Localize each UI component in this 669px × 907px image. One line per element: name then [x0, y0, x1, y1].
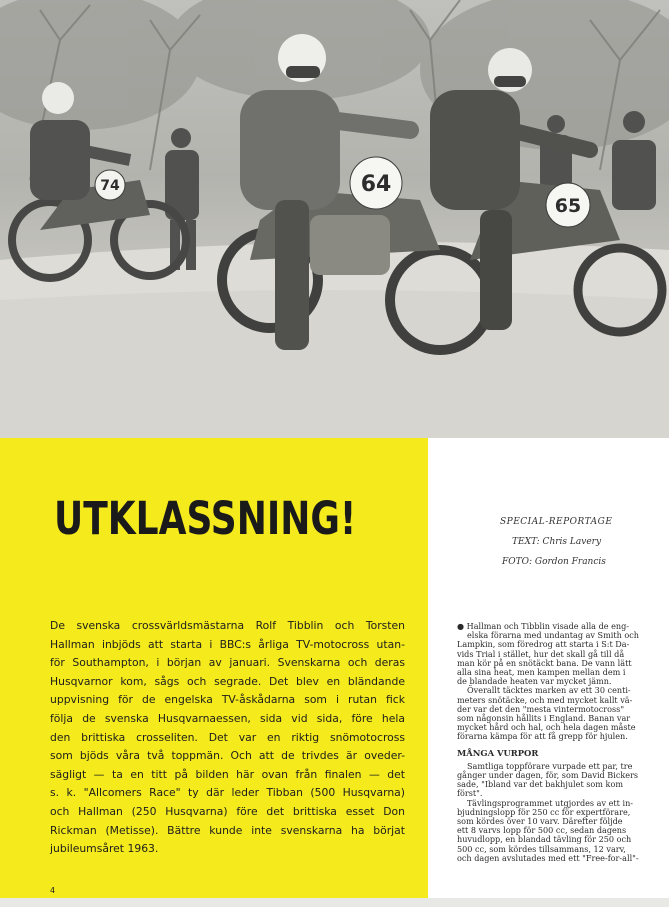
credits	[478, 512, 648, 572]
body-line: der var det den "mesta vintermotocross"	[457, 703, 625, 714]
race-photo	[0, 0, 669, 438]
body-line: och dagen avslutades med ett "Free-for-all"-	[457, 852, 639, 863]
intro-line: den brittiska crosseliten. Det var en riktig snömotocross	[50, 730, 405, 744]
race-number-65: 65	[554, 195, 582, 217]
intro-line: uppvisning för de engelska TV-åskådarna som i rutan fick	[50, 693, 405, 707]
body-line: alla sina heat, men kampen mellan dem i	[457, 667, 626, 678]
intro-line: och Hallman (250 Husqvarna) före det brittiska esset Don	[50, 804, 405, 818]
motocross-photo-illustration	[0, 0, 669, 438]
body-line: sade, "Ibland var det bakhjulet som kom	[457, 779, 623, 790]
text-credit: TEXT: Chris Lavery	[512, 537, 602, 547]
body-line: gånger under dagen, för, som David Bickers	[457, 770, 639, 781]
body-line: elska förarna med undantag av Smith och	[467, 630, 640, 641]
intro-line: för Southampton, i början av januari. Svenskarna och deras	[50, 656, 405, 670]
page-bottom-edge	[0, 898, 669, 907]
headline: UTKLASSNING!	[54, 492, 357, 545]
body-line: meters snötäcke, och med mycket kallt vä-	[457, 694, 633, 705]
race-number-64: 64	[360, 172, 392, 197]
intro-line: s. k. "Allcomers Race" ty där leder Tibban (500 Husqvarna)	[50, 786, 405, 800]
body-line: Tävlingsprogrammet utgjordes av ett in-	[467, 797, 634, 808]
body-line: bjudningslopp för 250 cc för expertförare,	[457, 806, 631, 817]
body-line: ● Hallman och Tibblin visade alla de eng-	[457, 621, 630, 631]
subheading: MÅNGA VURPOR	[457, 747, 539, 758]
body-line: ett 8 varvs lopp för 500 cc, sedan dagens	[457, 825, 627, 836]
intro-line: som bjöds våra två toppmän. Och att de trivdes är oveder-	[50, 749, 405, 763]
intro-line: sägligt — ta en titt på bilden här ovan från finalen — det	[50, 767, 405, 781]
page-number: 4	[50, 886, 56, 895]
body-line: vids Trial i stället, hur det skall gå till då	[457, 648, 625, 659]
body-line: man kör på en snötäckt bana. De vann lätt	[457, 657, 632, 668]
body-line: Lampkin, som föredrog att starta i S:t Da-	[457, 639, 630, 650]
body-line: de blandade heaten var mycket jämn.	[457, 676, 612, 687]
body-line: huvudlopp, en blandad tävling för 250 och	[457, 834, 632, 845]
intro-line: De svenska crossvärldsmästarna Rolf Tibblin och Torsten	[50, 619, 405, 632]
body-line: först".	[457, 788, 483, 799]
body-line: Överallt täcktes marken av ett 30 centi-	[467, 685, 631, 696]
intro-line: Hallman inbjöds att starta i BBC:s årliga TV-motocross utan-	[50, 637, 405, 651]
intro-line: Rickman (Metisse). Bättre kunde inte svenskarna ha börjat	[50, 823, 405, 837]
body-line: Samtliga toppförare vurpade ett par, tre	[467, 760, 633, 771]
section-label: SPECIAL-REPORTAGE	[500, 517, 613, 527]
body-line: mycket hård och hal, och hela dagen måste	[457, 722, 636, 733]
body-line: som kördes över 10 varv. Därefter följde	[457, 816, 623, 827]
race-number-74: 74	[100, 178, 120, 194]
intro-line: jubileumsåret 1963.	[50, 842, 159, 856]
intro-line: följa de svenska Husqvarnaessen, sida vid sida, före hela	[50, 711, 405, 725]
body-line: 500 cc, som kördes tillsammans, 12 varv,	[457, 843, 626, 854]
article-column	[457, 622, 653, 863]
body-line: förarna kämpa för att få grepp för hjulen.	[457, 731, 628, 742]
photo-credit: FOTO: Gordon Francis	[502, 557, 606, 567]
body-line: som någonsin hållits i England. Banan var	[457, 713, 631, 724]
intro-line: Husqvarnor kom, sågs och segrade. Det blev en bländande	[50, 674, 405, 688]
intro-text	[50, 617, 405, 859]
